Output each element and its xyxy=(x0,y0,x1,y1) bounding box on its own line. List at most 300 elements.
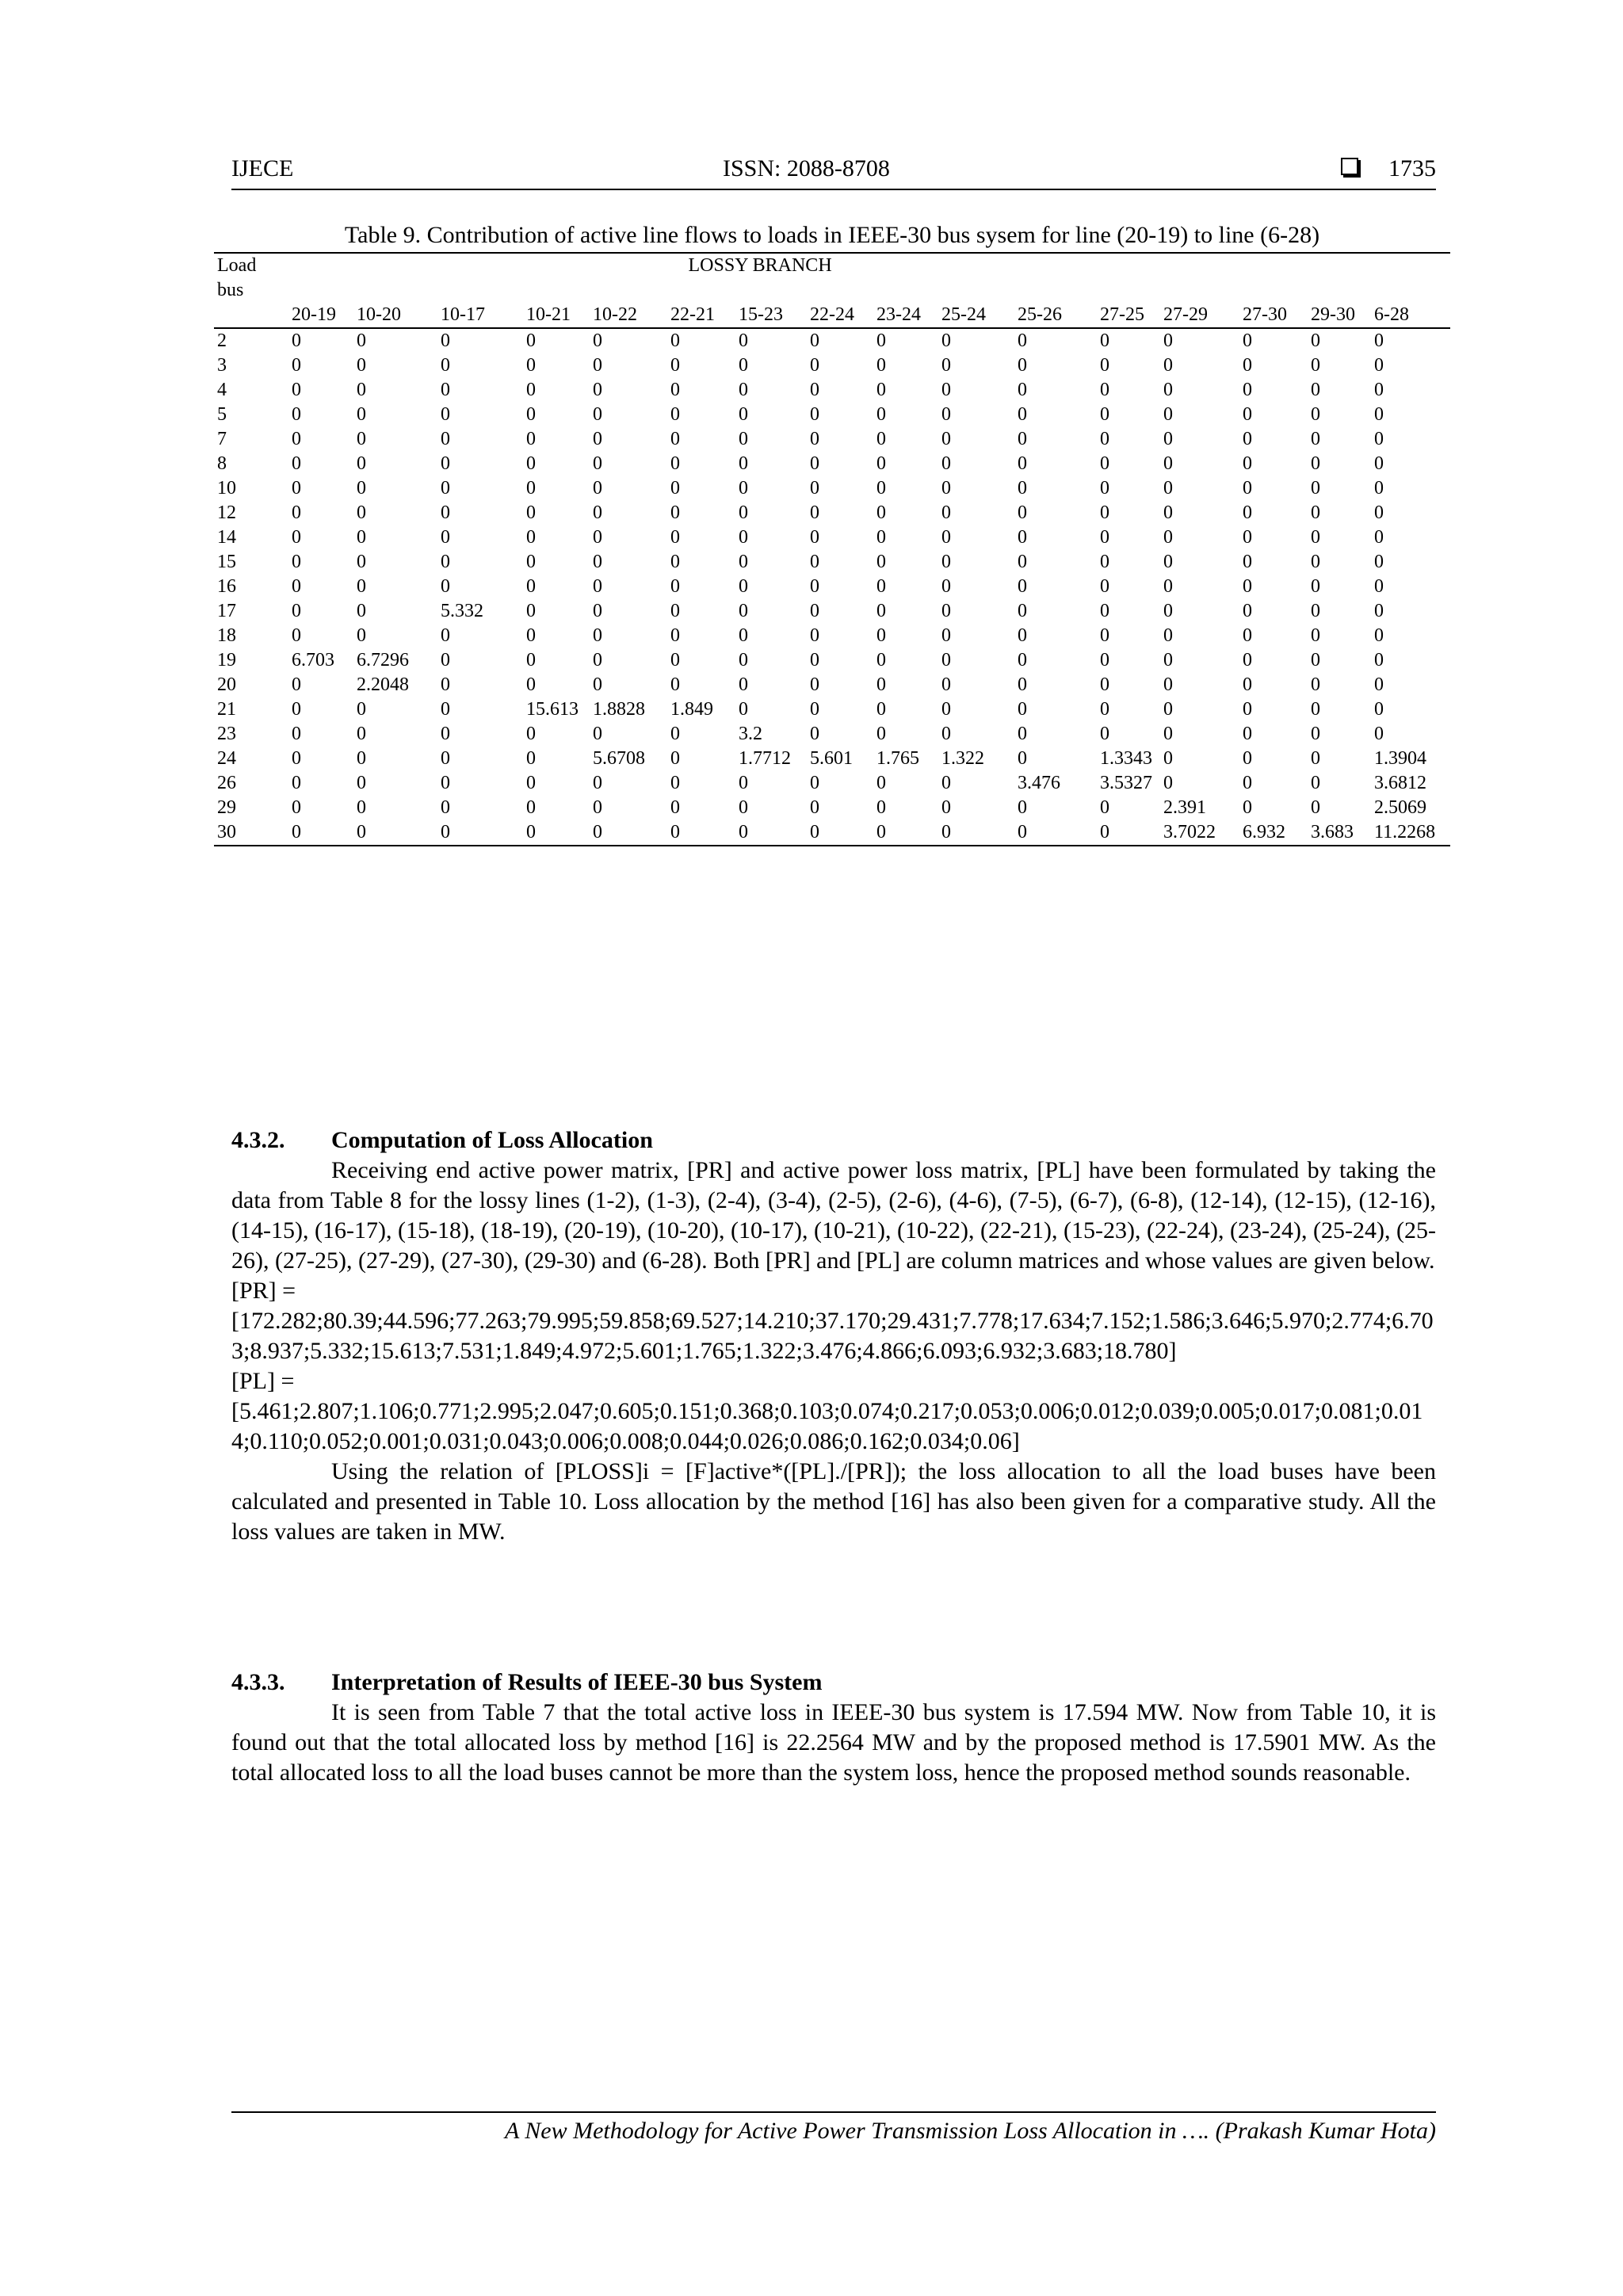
table-cell: 0 xyxy=(441,699,450,720)
table-cell: 0 xyxy=(441,330,450,351)
table-cell: 0 xyxy=(1100,429,1109,449)
table-cell: 0 xyxy=(1163,527,1173,548)
column-header: 10-17 xyxy=(437,303,523,328)
table-cell: 0 xyxy=(292,773,301,793)
table-cell: 0 xyxy=(526,502,536,523)
table-cell: 0 xyxy=(441,355,450,376)
table-cell: 0 xyxy=(292,404,301,425)
column-header: 10-20 xyxy=(353,303,437,328)
table-cell: 0 xyxy=(739,527,748,548)
table-cell: 0 xyxy=(1018,797,1027,818)
table-cell: 0 xyxy=(441,429,450,449)
table-cell: 0 xyxy=(441,773,450,793)
table-cell: 0 xyxy=(357,380,366,400)
table-cell: 0 xyxy=(1374,478,1384,499)
table-cell: 0 xyxy=(1243,674,1252,695)
table-cell: 11.2268 xyxy=(1371,820,1450,846)
paragraph-interpretation: It is seen from Table 7 that the total active loss in IEEE-30 bus system is 17.594 MW. Now from Table 10, it is found out that the total allocated loss by method [16] is 22.2564 MW and by the proposed method is 17.5901 MW. As the total allocated loss to all the load buses cannot be more than the system loss, hence the proposed method sounds reasonable. xyxy=(231,1699,1436,1786)
column-header: 23-24 xyxy=(873,303,938,328)
table-row xyxy=(214,427,1450,452)
load-bus-cell: 15 xyxy=(217,552,236,572)
table-cell: 0 xyxy=(1163,576,1173,597)
table-cell: 0 xyxy=(441,502,450,523)
table-cell: 3.476 xyxy=(1018,773,1060,793)
table-cell: 3.683 xyxy=(1308,820,1371,846)
load-bus-cell: 4 xyxy=(217,380,227,400)
table-cell: 0 xyxy=(526,650,536,670)
table-cell: 0 xyxy=(292,724,301,744)
table-cell: 0 xyxy=(667,820,735,846)
table-cell: 0 xyxy=(876,674,886,695)
empty-header-cell xyxy=(214,303,288,328)
table-cell: 0 xyxy=(593,601,602,621)
table-cell: 1.7712 xyxy=(739,748,791,769)
table-9 xyxy=(214,252,1450,846)
column-header: 27-25 xyxy=(1097,303,1160,328)
table-cell: 0 xyxy=(353,820,437,846)
table-cell: 0 xyxy=(288,820,353,846)
table-cell: 0 xyxy=(876,355,886,376)
table-row xyxy=(214,476,1450,501)
table-cell: 0 xyxy=(441,674,450,695)
table-cell: 0 xyxy=(1374,576,1384,597)
table-cell: 0 xyxy=(1311,380,1320,400)
table-cell: 0 xyxy=(1374,527,1384,548)
table-cell: 0 xyxy=(876,699,886,720)
table-cell: 0 xyxy=(357,699,366,720)
table-cell: 0 xyxy=(810,773,819,793)
table-cell: 0 xyxy=(1163,724,1173,744)
table-cell: 0 xyxy=(1018,650,1027,670)
table-cell: 0 xyxy=(876,502,886,523)
load-bus-cell: 7 xyxy=(217,429,227,449)
column-header: 10-22 xyxy=(590,303,667,328)
table-cell: 0 xyxy=(739,330,748,351)
table-cell: 0 xyxy=(1018,576,1027,597)
table-cell: 0 xyxy=(876,601,886,621)
table-cell: 0 xyxy=(1100,502,1109,523)
table-cell: 0 xyxy=(941,724,951,744)
table-cell: 0 xyxy=(1374,724,1384,744)
table-cell: 0 xyxy=(876,625,886,646)
table-cell: 0 xyxy=(593,330,602,351)
table-cell: 0 xyxy=(876,724,886,744)
table-cell: 0 xyxy=(357,797,366,818)
table-cell: 0 xyxy=(810,404,819,425)
table-cell: 0 xyxy=(1163,380,1173,400)
table-cell: 0 xyxy=(1243,453,1252,474)
column-header: 22-21 xyxy=(667,303,735,328)
table-cell: 0 xyxy=(526,355,536,376)
table-cell: 0 xyxy=(876,576,886,597)
issn: ISSN: 2088-8708 xyxy=(723,155,890,181)
table-cell: 0 xyxy=(1311,601,1320,621)
table-cell: 0 xyxy=(1374,699,1384,720)
section-4-3-3 xyxy=(231,1668,1436,1788)
table-cell: 0 xyxy=(1100,724,1109,744)
table-cell: 0 xyxy=(876,404,886,425)
table-cell: 0 xyxy=(1018,330,1027,351)
table-cell: 0 xyxy=(1163,773,1173,793)
table-cell: 0 xyxy=(292,625,301,646)
table-cell: 0 xyxy=(526,601,536,621)
table-cell: 0 xyxy=(876,650,886,670)
table-cell: 1.322 xyxy=(941,748,984,769)
table-cell: 0 xyxy=(1243,576,1252,597)
table-cell: 0 xyxy=(593,724,602,744)
table-cell: 0 xyxy=(357,748,366,769)
table-cell: 0 xyxy=(1243,773,1252,793)
table-cell: 0 xyxy=(593,552,602,572)
group-header-cell: LOSSY BRANCH xyxy=(288,253,1450,303)
table-cell: 0 xyxy=(1018,699,1027,720)
table-cell: 0 xyxy=(941,478,951,499)
checkbox-square-icon xyxy=(1341,158,1358,175)
table-cell: 0 xyxy=(670,502,680,523)
table-cell: 0 xyxy=(1243,330,1252,351)
table-cell: 0 xyxy=(810,429,819,449)
table-cell: 0 xyxy=(941,330,951,351)
table-cell: 0 xyxy=(593,797,602,818)
table-cell: 0 xyxy=(593,453,602,474)
table-cell: 0 xyxy=(1374,502,1384,523)
table-cell: 0 xyxy=(441,380,450,400)
table-cell: 0 xyxy=(1163,674,1173,695)
load-bus-cell: 14 xyxy=(217,527,236,548)
table-cell: 0 xyxy=(526,429,536,449)
table-cell: 0 xyxy=(1311,773,1320,793)
table-cell: 0 xyxy=(1018,625,1027,646)
table-cell: 0 xyxy=(1163,478,1173,499)
section-number: 4.3.2. xyxy=(231,1127,285,1153)
table-cell: 0 xyxy=(1163,330,1173,351)
table-cell: 0 xyxy=(292,576,301,597)
load-bus-cell: 3 xyxy=(217,355,227,376)
table-cell: 0 xyxy=(593,625,602,646)
table-cell: 0 xyxy=(739,601,748,621)
table-cell: 0 xyxy=(941,502,951,523)
table-cell: 0 xyxy=(941,453,951,474)
table-row xyxy=(214,697,1450,722)
table-cell: 0 xyxy=(941,527,951,548)
table-row xyxy=(214,353,1450,378)
table-cell: 0 xyxy=(670,527,680,548)
section-title: Interpretation of Results of IEEE-30 bus System xyxy=(331,1669,823,1695)
table-cell: 0 xyxy=(941,552,951,572)
load-bus-cell: 19 xyxy=(217,650,236,670)
table-cell: 0 xyxy=(670,429,680,449)
column-header: 25-26 xyxy=(1014,303,1097,328)
table-cell: 0 xyxy=(1163,625,1173,646)
table-cell: 1.8828 xyxy=(593,699,645,720)
table-cell: 0 xyxy=(670,404,680,425)
table-cell: 0 xyxy=(810,330,819,351)
section-4-3-2 xyxy=(231,1125,1436,1547)
table-cell: 0 xyxy=(1311,552,1320,572)
table-cell: 0 xyxy=(1311,429,1320,449)
table-row xyxy=(214,525,1450,550)
table-row xyxy=(214,771,1450,796)
table-cell: 0 xyxy=(437,820,523,846)
table-cell: 0 xyxy=(1100,650,1109,670)
table-cell: 0 xyxy=(1374,330,1384,351)
table-cell: 0 xyxy=(670,797,680,818)
table-cell: 0 xyxy=(593,380,602,400)
page-number: 1735 xyxy=(1388,155,1436,181)
table-cell: 0 xyxy=(526,773,536,793)
table-cell: 0 xyxy=(1374,429,1384,449)
table-cell: 0 xyxy=(1311,478,1320,499)
table-cell: 0 xyxy=(441,625,450,646)
table-cell: 0 xyxy=(526,404,536,425)
table-cell: 0 xyxy=(1243,625,1252,646)
table-cell: 0 xyxy=(1100,527,1109,548)
table-cell: 0 xyxy=(1243,380,1252,400)
table-cell: 0 xyxy=(441,797,450,818)
table-cell: 0 xyxy=(739,797,748,818)
table-cell: 2.391 xyxy=(1163,797,1206,818)
table-cell: 0 xyxy=(1100,404,1109,425)
pr-matrix-values: [172.282;80.39;44.596;77.263;79.995;59.858;69.527;14.210;37.170;29.431;7.778;17.634;7.152;1.586;3.646;5.970;2.774;6.703;8.937;5.332;15.613;7.531;1.849;4.972;5.601;1.765;1.322;3.476;4.866;6.093;6.932;3.683;18.780] xyxy=(231,1308,1434,1364)
page-number-group xyxy=(1341,155,1436,182)
table-cell: 0 xyxy=(441,404,450,425)
running-footer: A New Methodology for Active Power Transmission Loss Allocation in …. (Prakash Kumar Hota) xyxy=(504,2118,1436,2144)
table-cell: 0 xyxy=(1311,404,1320,425)
table-cell: 0 xyxy=(810,380,819,400)
table-cell: 0 xyxy=(1163,650,1173,670)
table-cell: 0 xyxy=(1100,552,1109,572)
table-cell: 0 xyxy=(876,797,886,818)
table-cell: 0 xyxy=(810,478,819,499)
table-cell: 0 xyxy=(1163,601,1173,621)
table-cell: 0 xyxy=(1311,748,1320,769)
table-cell: 0 xyxy=(292,330,301,351)
column-header: 27-29 xyxy=(1160,303,1239,328)
table-cell: 0 xyxy=(876,453,886,474)
load-bus-cell: 10 xyxy=(217,478,236,499)
table-cell: 0 xyxy=(1018,355,1027,376)
table-cell: 0 xyxy=(1374,404,1384,425)
table-cell: 0 xyxy=(292,355,301,376)
table-cell: 0 xyxy=(670,650,680,670)
table-cell: 0 xyxy=(526,527,536,548)
table-subheader-row xyxy=(214,303,1450,328)
table-row xyxy=(214,575,1450,599)
table-cell: 0 xyxy=(1100,380,1109,400)
table-cell: 0 xyxy=(292,674,301,695)
footer-rule xyxy=(231,2111,1436,2113)
table-cell: 0 xyxy=(292,478,301,499)
table-row xyxy=(214,796,1450,820)
table-cell: 0 xyxy=(739,502,748,523)
table-cell: 0 xyxy=(441,478,450,499)
table-cell: 0 xyxy=(357,576,366,597)
table-cell: 0 xyxy=(593,527,602,548)
table-cell: 0 xyxy=(876,478,886,499)
column-header: 25-24 xyxy=(938,303,1014,328)
table-cell: 0 xyxy=(357,429,366,449)
table-cell: 0 xyxy=(1018,601,1027,621)
table-cell: 0 xyxy=(1243,478,1252,499)
table-cell: 2.5069 xyxy=(1374,797,1426,818)
table-cell: 0 xyxy=(873,820,938,846)
section-heading xyxy=(231,1668,1436,1698)
table-cell: 0 xyxy=(739,355,748,376)
table-cell: 0 xyxy=(1243,699,1252,720)
table-cell: 1.3904 xyxy=(1374,748,1426,769)
table-row xyxy=(214,378,1450,403)
table-cell: 0 xyxy=(1243,797,1252,818)
table-cell: 0 xyxy=(810,502,819,523)
table-cell: 0 xyxy=(1374,601,1384,621)
table-cell: 0 xyxy=(1311,527,1320,548)
table-cell: 0 xyxy=(1311,330,1320,351)
table-cell: 0 xyxy=(941,404,951,425)
table-cell: 0 xyxy=(941,773,951,793)
section-heading xyxy=(231,1125,1436,1156)
table-cell: 6.932 xyxy=(1239,820,1308,846)
table-cell: 0 xyxy=(357,330,366,351)
table-cell: 0 xyxy=(292,699,301,720)
table-cell: 0 xyxy=(739,552,748,572)
table-cell: 0 xyxy=(1100,330,1109,351)
table-cell: 0 xyxy=(1374,355,1384,376)
table-cell: 0 xyxy=(810,453,819,474)
table-cell: 0 xyxy=(810,674,819,695)
paragraph-matrices: Receiving end active power matrix, [PR] and active power loss matrix, [PL] have been formulated by taking the data from Table 8 for the lossy lines (1-2), (1-3), (2-4), (3-4), (2-5), (2-6), (4-6), (7-5), (6-7), (6-8), (12-14), (12-15), (12-16), (14-15), (16-17), (15-18), (18-19), (20-19), (10-20), (10-17), (10-21), (10-22), (22-21), (15-23), (22-24), (23-24), (25-24), (25-26), (27-25), (27-29), (27-30), (29-30) and (6-28). Both [PR] and [PL] are column matrices and whose values are given below. xyxy=(231,1157,1436,1274)
table-cell: 0 xyxy=(941,650,951,670)
column-header: 10-21 xyxy=(523,303,590,328)
table-cell: 0 xyxy=(1163,552,1173,572)
table-cell: 2.2048 xyxy=(357,674,409,695)
table-cell: 0 xyxy=(1374,625,1384,646)
table-cell: 0 xyxy=(1018,478,1027,499)
table-cell: 0 xyxy=(670,453,680,474)
table-cell: 0 xyxy=(292,601,301,621)
table-cell: 0 xyxy=(1100,601,1109,621)
table-cell: 0 xyxy=(1100,674,1109,695)
table-cell: 0 xyxy=(526,674,536,695)
table-cell: 0 xyxy=(1100,797,1109,818)
table-cell: 0 xyxy=(739,380,748,400)
table-cell: 0 xyxy=(807,820,873,846)
table-cell: 1.765 xyxy=(876,748,919,769)
table-cell: 0 xyxy=(593,576,602,597)
table-cell: 0 xyxy=(1100,699,1109,720)
column-header: 22-24 xyxy=(807,303,873,328)
table-cell: 0 xyxy=(1311,797,1320,818)
table-cell: 0 xyxy=(292,502,301,523)
table-cell: 1.3343 xyxy=(1100,748,1152,769)
table-cell: 0 xyxy=(810,625,819,646)
table-row xyxy=(214,328,1450,353)
table-cell: 0 xyxy=(1311,576,1320,597)
table-cell: 0 xyxy=(1311,699,1320,720)
table-cell: 0 xyxy=(526,748,536,769)
load-bus-cell: 21 xyxy=(217,699,236,720)
table-cell: 0 xyxy=(523,820,590,846)
table-cell: 0 xyxy=(810,355,819,376)
table-cell: 0 xyxy=(526,552,536,572)
table-cell: 0 xyxy=(739,773,748,793)
table-cell: 0 xyxy=(876,527,886,548)
table-cell: 0 xyxy=(1018,552,1027,572)
table-cell: 1.849 xyxy=(670,699,713,720)
header-rule xyxy=(231,189,1436,190)
table-cell: 0 xyxy=(1018,404,1027,425)
table-cell: 0 xyxy=(1018,724,1027,744)
table-cell: 0 xyxy=(441,453,450,474)
table-cell: 6.7296 xyxy=(357,650,409,670)
table-cell: 0 xyxy=(1243,601,1252,621)
table-cell: 0 xyxy=(810,650,819,670)
column-header: 29-30 xyxy=(1308,303,1371,328)
table-cell: 0 xyxy=(941,576,951,597)
table-cell: 0 xyxy=(876,330,886,351)
table-cell: 0 xyxy=(739,625,748,646)
table-cell: 0 xyxy=(941,674,951,695)
table-cell: 0 xyxy=(526,625,536,646)
table-cell: 0 xyxy=(593,429,602,449)
table-cell: 0 xyxy=(357,404,366,425)
table-cell: 0 xyxy=(357,773,366,793)
table-cell: 0 xyxy=(876,429,886,449)
table-cell: 0 xyxy=(292,429,301,449)
table-cell: 0 xyxy=(1374,552,1384,572)
table-cell: 0 xyxy=(1018,502,1027,523)
table-cell: 0 xyxy=(1100,478,1109,499)
table-cell: 0 xyxy=(1163,502,1173,523)
table-cell: 0 xyxy=(1243,404,1252,425)
table-cell: 0 xyxy=(941,601,951,621)
table-cell: 0 xyxy=(739,576,748,597)
table-cell: 0 xyxy=(876,380,886,400)
table-cell: 0 xyxy=(810,797,819,818)
table-cell: 0 xyxy=(1100,576,1109,597)
table-cell: 3.6812 xyxy=(1374,773,1426,793)
table-row xyxy=(214,648,1450,673)
table-cell: 0 xyxy=(1311,453,1320,474)
load-bus-cell: 17 xyxy=(217,601,236,621)
table-cell: 0 xyxy=(1163,699,1173,720)
table-cell: 0 xyxy=(1100,625,1109,646)
table-cell: 0 xyxy=(739,650,748,670)
table-cell: 0 xyxy=(670,576,680,597)
table-row xyxy=(214,673,1450,697)
load-bus-cell: 20 xyxy=(217,674,236,695)
load-bus-cell: 24 xyxy=(217,748,236,769)
table-cell: 0 xyxy=(1163,748,1173,769)
section-number: 4.3.3. xyxy=(231,1669,285,1695)
table-cell: 0 xyxy=(1097,820,1160,846)
table-cell: 0 xyxy=(357,552,366,572)
table-cell: 0 xyxy=(1374,650,1384,670)
table-cell: 0 xyxy=(941,699,951,720)
table-cell: 0 xyxy=(810,699,819,720)
table-cell: 0 xyxy=(593,355,602,376)
table-cell: 0 xyxy=(593,404,602,425)
load-bus-cell: 12 xyxy=(217,502,236,523)
table-cell: 0 xyxy=(526,453,536,474)
table-caption: Table 9. Contribution of active line flows to loads in IEEE-30 bus sysem for line (20-19) to line (6-28) xyxy=(344,222,1320,248)
table-cell: 0 xyxy=(441,748,450,769)
table-cell: 5.6708 xyxy=(593,748,645,769)
load-bus-cell: 8 xyxy=(217,453,227,474)
table-cell: 0 xyxy=(593,502,602,523)
table-cell: 0 xyxy=(526,724,536,744)
table-cell: 0 xyxy=(735,820,807,846)
table-cell: 0 xyxy=(1018,429,1027,449)
